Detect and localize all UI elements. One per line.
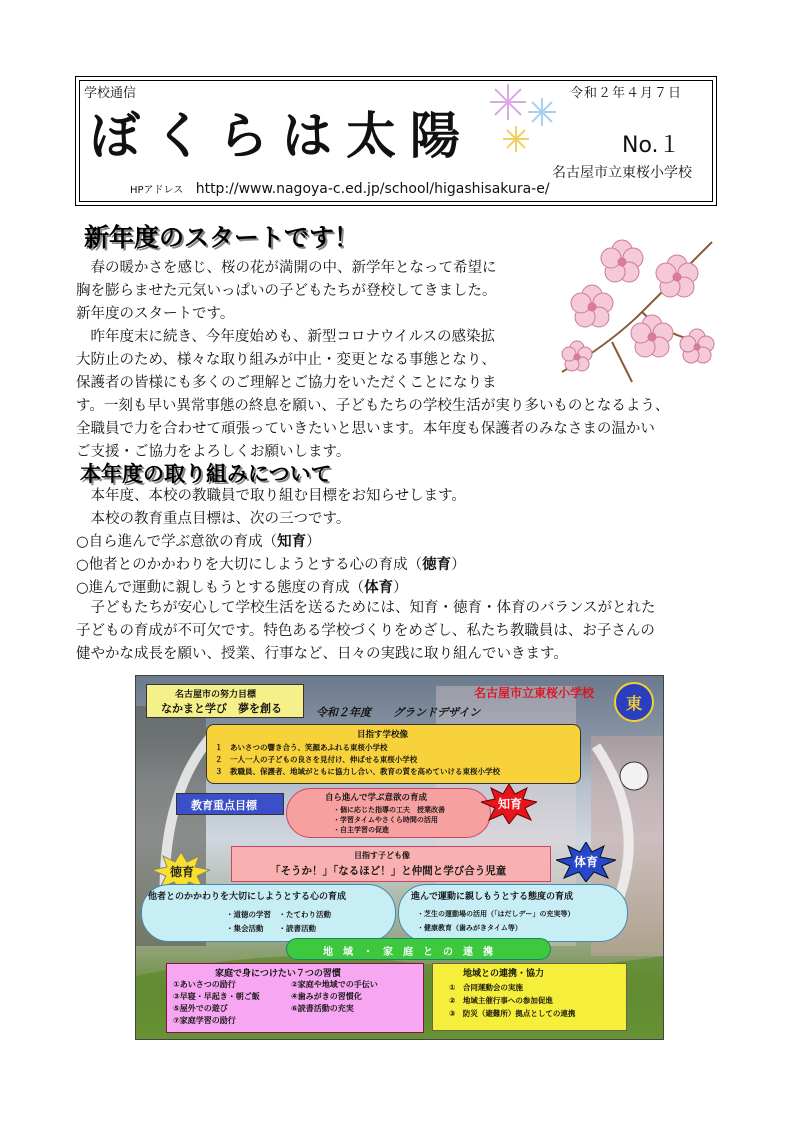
habit-item: ⑥読書活動の充実: [291, 1004, 354, 1013]
chiiku-item: ・学習タイムやさくら時間の活用: [333, 816, 438, 824]
text-line: ご支援・ご協力をよろしくお願いします。: [76, 444, 351, 460]
target-child-title: 目指す子ども像: [354, 851, 410, 860]
newsletter-kicker: 学校通信: [84, 86, 137, 101]
chiiku-item: ・個に応じた指導の工夫 授業改善: [333, 806, 445, 814]
taiiku-box: [398, 884, 628, 942]
habit-item: ⑤屋外での遊び: [173, 1004, 228, 1013]
text-line: 大防止のため、様々な取り組みが中止・変更となる事態となり、: [76, 352, 496, 368]
text-line: 昨年度末に続き、今年度始めも、新型コロナウイルスの感染拡: [76, 329, 496, 345]
text-line: 新年度のスタートです。: [76, 306, 235, 322]
homepage-address: [130, 181, 550, 197]
text-line: 本校の教育重点目標は、次の三つです。: [76, 511, 351, 527]
chiiku-box: [286, 788, 491, 838]
cherry-blossom-illustration-icon: [552, 222, 722, 390]
school-crest-icon: 東: [614, 682, 654, 722]
community-family-link-bar: [286, 938, 551, 960]
community-item: ③ 防災（避難所）拠点としての連携: [449, 1009, 576, 1018]
section-heading-new-year: 新年度のスタートです！: [84, 223, 360, 252]
home-habits-box: [166, 963, 424, 1033]
home-habits-title: 家庭で身につけたい７つの習慣: [215, 969, 341, 979]
tokuiku-item: ・集会活動 ・読書活動: [226, 924, 316, 933]
chiiku-title: 自ら進んで学ぶ意欲の育成: [325, 793, 428, 803]
taiiku-item: ・芝生の運動場の活用（「はだしデー」の充実等）: [417, 910, 575, 918]
target-child-box: [231, 846, 551, 882]
focus-label-text: 教育重点目標: [191, 799, 257, 812]
text-line: 本年度、本校の教職員で取り組む目標をお知らせします。: [76, 488, 466, 504]
community-title: 地域との連携・協力: [463, 969, 545, 979]
taiiku-title: 進んで運動に親しもうとする態度の育成: [411, 892, 574, 902]
issue-date: 令和２年４月７日: [570, 86, 683, 101]
tokuiku-badge: 徳育: [170, 865, 195, 879]
grand-design-subtitle: 令和２年度 グランドデザイン: [316, 706, 481, 719]
community-item: ① 合同運動会の実施: [449, 983, 523, 992]
tokuiku-item: ・道徳の学習 ・たてわり活動: [226, 910, 331, 919]
goals-paragraph: [76, 485, 726, 600]
taiiku-item: ・健康教育（歯みがきタイム等）: [417, 924, 522, 932]
chiiku-item: ・自主学習の促進: [333, 826, 389, 834]
text-line: す。一刻も早い異常事態の終息を願い、子どもたちの学校生活が実り多いものとなるよう、: [76, 398, 670, 414]
community-cooperation-box: [432, 963, 627, 1031]
homepage-url[interactable]: http://www.nagoya-c.ed.jp/school/higashisakura-e/: [195, 181, 550, 197]
intro-paragraph-continued: [76, 395, 726, 464]
goal-item: ○進んで運動に親しもうとする態度の育成（体育）: [76, 580, 408, 596]
text-line: 健やかな成長を願い、授業、行事など、日々の実践に取り組んでいきます。: [76, 646, 568, 662]
tokuiku-box: [141, 884, 396, 942]
newsletter-title: ぼくらは太陽: [90, 106, 474, 165]
text-line: 春の暖かさを感じ、桜の花が満開の中、新学年となって希望に: [76, 260, 497, 276]
effort-goal-text: なかまと学び 夢を創る: [161, 702, 282, 715]
education-focus-label: [176, 793, 284, 815]
goal-item: ○他者とのかかわりを大切にしようとする心の育成（徳育）: [76, 557, 466, 573]
closing-paragraph: [76, 597, 726, 666]
text-line: 子どもたちが安心して学校生活を送るためには、知育・徳育・体育のバランスがとれた: [76, 600, 656, 616]
chiiku-badge: 知育: [498, 797, 523, 811]
habit-item: ①あいさつの励行: [173, 980, 236, 989]
school-name: 名古屋市立東桜小学校: [552, 165, 692, 181]
link-bar-text: 地 域 ・ 家 庭 と の 連 携: [323, 947, 493, 958]
habit-item: ④歯みがきの習慣化: [291, 992, 362, 1001]
text-line: 胸を膨らませた元気いっぱいの子どもたちが登校してきました。: [76, 283, 497, 299]
section-heading-initiatives: 本年度の取り組みについて: [80, 462, 332, 486]
grand-design-figure: [135, 675, 664, 1040]
target-school-item: ２ 一人一人の子どもの良さを見付け、伸ばせる東桜小学校: [215, 755, 418, 764]
community-item: ② 地域主催行事への参加促進: [449, 996, 553, 1005]
effort-goal-title: 名古屋市の努力目標: [175, 690, 257, 700]
sparkle-decoration-icon: [486, 80, 566, 160]
city-effort-goal-box: [146, 684, 304, 718]
intro-paragraph: [76, 257, 551, 395]
target-child-text: 「そうか！」「なるほど！」と仲間と学び合う児童: [270, 865, 507, 877]
habit-item: ②家庭や地域での手伝い: [291, 980, 378, 989]
text-line: 全職員で力を合わせて頑張っていきたいと思います。本年度も保護者のみなさまの温かい: [76, 421, 655, 437]
target-school-item: ３ 教職員、保護者、地域がともに協力し合い、教育の質を高めていける東桜小学校: [215, 767, 500, 776]
target-school-box: [206, 724, 581, 784]
school-name-red: 名古屋市立東桜小学校: [474, 686, 595, 700]
taiiku-badge: 体育: [574, 855, 599, 869]
goal-item: ○自ら進んで学ぶ意欲の育成（知育）: [76, 534, 321, 550]
habit-item: ⑦家庭学習の励行: [173, 1016, 236, 1025]
text-line: 子どもの育成が不可欠です。特色ある学校づくりをめざし、私たち教職員は、お子さんの: [76, 623, 655, 639]
homepage-label: HPアドレス: [130, 185, 184, 196]
target-school-title: 目指す学校像: [357, 730, 409, 740]
target-school-item: １ あいさつの響き合う、笑顔あふれる東桜小学校: [215, 743, 388, 752]
issue-number: No.１: [622, 133, 681, 158]
text-line: 保護者の皆様にも多くのご理解とご協力をいただくことになりま: [76, 375, 497, 391]
tokuiku-title: 他者とのかかわりを大切にしようとする心の育成: [148, 892, 347, 902]
habit-item: ③早寝・早起き・朝ご飯: [173, 992, 260, 1001]
